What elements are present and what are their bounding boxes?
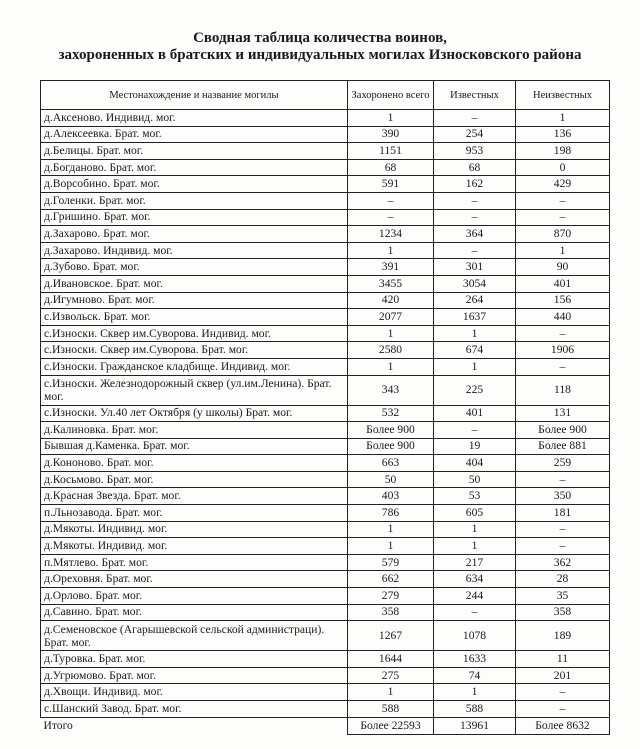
cell-location: с.Износки. Сквер им.Суворова. Брат. мог.: [41, 342, 348, 359]
cell-unknown: 362: [516, 554, 610, 571]
cell-location: д.Косьмово. Брат. мог.: [41, 471, 348, 488]
cell-location: д.Орлово. Брат. мог.: [41, 588, 348, 605]
cell-unknown: 259: [516, 455, 610, 472]
cell-buried-total: 532: [348, 405, 434, 422]
title-line-1: Сводная таблица количества воинов,: [193, 30, 447, 46]
cell-unknown: 118: [516, 375, 610, 405]
cell-location: д.Ореховня. Брат. мог.: [41, 571, 348, 588]
cell-unknown: 1: [516, 110, 610, 127]
cell-unknown: –: [516, 325, 610, 342]
cell-location: с.Износки. Гражданское кладбище. Индивид. мог.: [41, 358, 348, 375]
table-body: [41, 110, 610, 718]
document-title: [0, 30, 640, 64]
cell-known: 1: [434, 358, 516, 375]
cell-known: 225: [434, 375, 516, 405]
cell-known: 50: [434, 471, 516, 488]
cell-unknown: 131: [516, 405, 610, 422]
cell-location: с.Шанский Завод. Брат. мог.: [41, 701, 348, 718]
table-row: [41, 405, 610, 422]
table-row: [41, 325, 610, 342]
cell-known: 401: [434, 405, 516, 422]
cell-location: д.Аксеново. Индивид. мог.: [41, 110, 348, 127]
cell-unknown: 429: [516, 176, 610, 193]
cell-unknown: 156: [516, 292, 610, 309]
cell-unknown: 870: [516, 226, 610, 243]
cell-buried-total: 588: [348, 701, 434, 718]
cell-unknown: 90: [516, 259, 610, 276]
cell-location: д.Ивановское. Брат. мог.: [41, 275, 348, 292]
cell-unknown: Более 881: [516, 438, 610, 455]
cell-known: 364: [434, 226, 516, 243]
table-row: [41, 292, 610, 309]
cell-buried-total: 1: [348, 110, 434, 127]
cell-known: –: [434, 242, 516, 259]
cell-unknown: –: [516, 471, 610, 488]
cell-location: д.Мякоты. Индивид. мог.: [41, 538, 348, 555]
table-row: [41, 538, 610, 555]
table-row: [41, 455, 610, 472]
cell-location: с.Износки. Сквер им.Суворова. Индивид. мог.: [41, 325, 348, 342]
cell-known: 301: [434, 259, 516, 276]
table-row: [41, 342, 610, 359]
cell-known: 264: [434, 292, 516, 309]
cell-buried-total: 1267: [348, 621, 434, 651]
cell-unknown: 350: [516, 488, 610, 505]
cell-buried-total: 279: [348, 588, 434, 605]
cell-known: 254: [434, 126, 516, 143]
cell-location: д.Алексеевка. Брат. мог.: [41, 126, 348, 143]
cell-known: 1: [434, 538, 516, 555]
cell-location: д.Игумново. Брат. мог.: [41, 292, 348, 309]
cell-buried-total: Более 900: [348, 438, 434, 455]
cell-known: 1633: [434, 651, 516, 668]
cell-known: –: [434, 192, 516, 209]
cell-location: д.Красная Звезда. Брат. мог.: [41, 488, 348, 505]
table-row: [41, 358, 610, 375]
cell-buried-total: 1: [348, 325, 434, 342]
header-buried-total: Захоронено всего: [348, 81, 434, 110]
cell-known: 53: [434, 488, 516, 505]
cell-location: д.Семеновское (Агарышевской сельской администраци). Брат. мог.: [41, 621, 348, 651]
cell-buried-total: 403: [348, 488, 434, 505]
cell-buried-total: 1151: [348, 143, 434, 160]
totals-row: [41, 717, 610, 734]
cell-buried-total: 1: [348, 538, 434, 555]
cell-location: д.Кононово. Брат. мог.: [41, 455, 348, 472]
cell-known: 1: [434, 325, 516, 342]
table-row: [41, 621, 610, 651]
cell-location: д.Голенки. Брат. мог.: [41, 192, 348, 209]
cell-location: д.Угрюмово. Брат. мог.: [41, 667, 348, 684]
table-row: [41, 651, 610, 668]
cell-buried-total: 420: [348, 292, 434, 309]
cell-location: Бывшая д.Каменка. Брат. мог.: [41, 438, 348, 455]
cell-buried-total: 50: [348, 471, 434, 488]
cell-known: –: [434, 110, 516, 127]
cell-buried-total: 390: [348, 126, 434, 143]
cell-buried-total: 68: [348, 159, 434, 176]
cell-known: –: [434, 209, 516, 226]
cell-known: 244: [434, 588, 516, 605]
cell-buried-total: 3455: [348, 275, 434, 292]
header-unknown: Неизвестных: [516, 81, 610, 110]
cell-buried-total: 1: [348, 684, 434, 701]
table-row: [41, 521, 610, 538]
cell-location: д.Ворсобино. Брат. мог.: [41, 176, 348, 193]
cell-known: 68: [434, 159, 516, 176]
cell-buried-total: –: [348, 192, 434, 209]
cell-unknown: 11: [516, 651, 610, 668]
cell-unknown: 28: [516, 571, 610, 588]
cell-buried-total: 2077: [348, 309, 434, 326]
table-row: [41, 375, 610, 405]
cell-known: –: [434, 604, 516, 621]
cell-known: 217: [434, 554, 516, 571]
cell-unknown: 1: [516, 242, 610, 259]
cell-location: д.Савино. Брат. мог.: [41, 604, 348, 621]
cell-known: –: [434, 422, 516, 439]
cell-unknown: 0: [516, 159, 610, 176]
cell-buried-total: 786: [348, 505, 434, 522]
totals-unknown: Более 8632: [516, 717, 610, 734]
table-row: [41, 126, 610, 143]
cell-unknown: –: [516, 192, 610, 209]
cell-known: 953: [434, 143, 516, 160]
cell-location: д.Туровка. Брат. мог.: [41, 651, 348, 668]
cell-known: 1078: [434, 621, 516, 651]
cell-known: 74: [434, 667, 516, 684]
cell-location: д.Захарово. Индивид. мог.: [41, 242, 348, 259]
table-row: [41, 226, 610, 243]
cell-known: 588: [434, 701, 516, 718]
cell-known: 605: [434, 505, 516, 522]
cell-known: 1: [434, 684, 516, 701]
cell-known: 1: [434, 521, 516, 538]
cell-unknown: 1906: [516, 342, 610, 359]
title-line-2: захороненных в братских и индивидуальных могилах Износковского района: [58, 47, 582, 63]
cell-buried-total: 1: [348, 242, 434, 259]
cell-buried-total: 1: [348, 358, 434, 375]
cell-unknown: 440: [516, 309, 610, 326]
table-row: [41, 110, 610, 127]
cell-unknown: 189: [516, 621, 610, 651]
table-row: [41, 176, 610, 193]
cell-unknown: –: [516, 538, 610, 555]
cell-location: д.Зубово. Брат. мог.: [41, 259, 348, 276]
cell-buried-total: 1: [348, 521, 434, 538]
table-row: [41, 422, 610, 439]
cell-buried-total: 2580: [348, 342, 434, 359]
cell-known: 1637: [434, 309, 516, 326]
table-row: [41, 571, 610, 588]
cell-location: с.Извольск. Брат. мог.: [41, 309, 348, 326]
table-row: [41, 275, 610, 292]
totals-known: 13961: [434, 717, 516, 734]
table-row: [41, 159, 610, 176]
cell-location: д.Захарово. Брат. мог.: [41, 226, 348, 243]
cell-buried-total: 391: [348, 259, 434, 276]
table-row: [41, 604, 610, 621]
table-row: [41, 471, 610, 488]
table-row: [41, 242, 610, 259]
cell-buried-total: –: [348, 209, 434, 226]
cell-location: д.Мякоты. Индивид. мог.: [41, 521, 348, 538]
cell-known: 19: [434, 438, 516, 455]
table-header-row: [41, 81, 610, 110]
header-location: Местонахождение и название могилы: [41, 81, 348, 110]
cell-known: 162: [434, 176, 516, 193]
cell-unknown: –: [516, 209, 610, 226]
cell-location: с.Износки. Железнодорожный сквер (ул.им.Ленина). Брат. мог.: [41, 375, 348, 405]
cell-known: 3054: [434, 275, 516, 292]
table-row: [41, 259, 610, 276]
table-row: [41, 309, 610, 326]
cell-known: 404: [434, 455, 516, 472]
cell-location: д.Калиновка. Брат. мог.: [41, 422, 348, 439]
cell-unknown: –: [516, 684, 610, 701]
cell-unknown: 201: [516, 667, 610, 684]
cell-unknown: –: [516, 358, 610, 375]
cell-unknown: 198: [516, 143, 610, 160]
cell-unknown: 136: [516, 126, 610, 143]
table-row: [41, 438, 610, 455]
cell-buried-total: 663: [348, 455, 434, 472]
table-row: [41, 488, 610, 505]
cell-location: д.Богданово. Брат. мог.: [41, 159, 348, 176]
table-row: [41, 554, 610, 571]
cell-unknown: –: [516, 701, 610, 718]
table-row: [41, 684, 610, 701]
cell-buried-total: 343: [348, 375, 434, 405]
cell-unknown: 358: [516, 604, 610, 621]
cell-buried-total: 1234: [348, 226, 434, 243]
cell-buried-total: Более 900: [348, 422, 434, 439]
cell-buried-total: 662: [348, 571, 434, 588]
totals-buried: Более 22593: [348, 717, 434, 734]
cell-buried-total: 1644: [348, 651, 434, 668]
cell-location: д.Хвощи. Индивид. мог.: [41, 684, 348, 701]
cell-buried-total: 358: [348, 604, 434, 621]
cell-known: 674: [434, 342, 516, 359]
cell-location: п.Мятлево. Брат. мог.: [41, 554, 348, 571]
cell-buried-total: 591: [348, 176, 434, 193]
burials-table: [40, 80, 610, 735]
table-row: [41, 209, 610, 226]
cell-unknown: 35: [516, 588, 610, 605]
cell-known: 634: [434, 571, 516, 588]
table-row: [41, 143, 610, 160]
cell-unknown: Более 900: [516, 422, 610, 439]
totals-label: Итого: [41, 717, 348, 734]
cell-buried-total: 579: [348, 554, 434, 571]
table-row: [41, 192, 610, 209]
table-row: [41, 701, 610, 718]
cell-location: п.Льнозавода. Брат. мог.: [41, 505, 348, 522]
cell-location: д.Белицы. Брат. мог.: [41, 143, 348, 160]
cell-unknown: –: [516, 521, 610, 538]
cell-location: с.Износки. Ул.40 лет Октября (у школы) Брат. мог.: [41, 405, 348, 422]
cell-location: д.Гришино. Брат. мог.: [41, 209, 348, 226]
cell-buried-total: 275: [348, 667, 434, 684]
cell-unknown: 401: [516, 275, 610, 292]
table-row: [41, 588, 610, 605]
table-row: [41, 505, 610, 522]
table-row: [41, 667, 610, 684]
header-known: Известных: [434, 81, 516, 110]
cell-unknown: 181: [516, 505, 610, 522]
